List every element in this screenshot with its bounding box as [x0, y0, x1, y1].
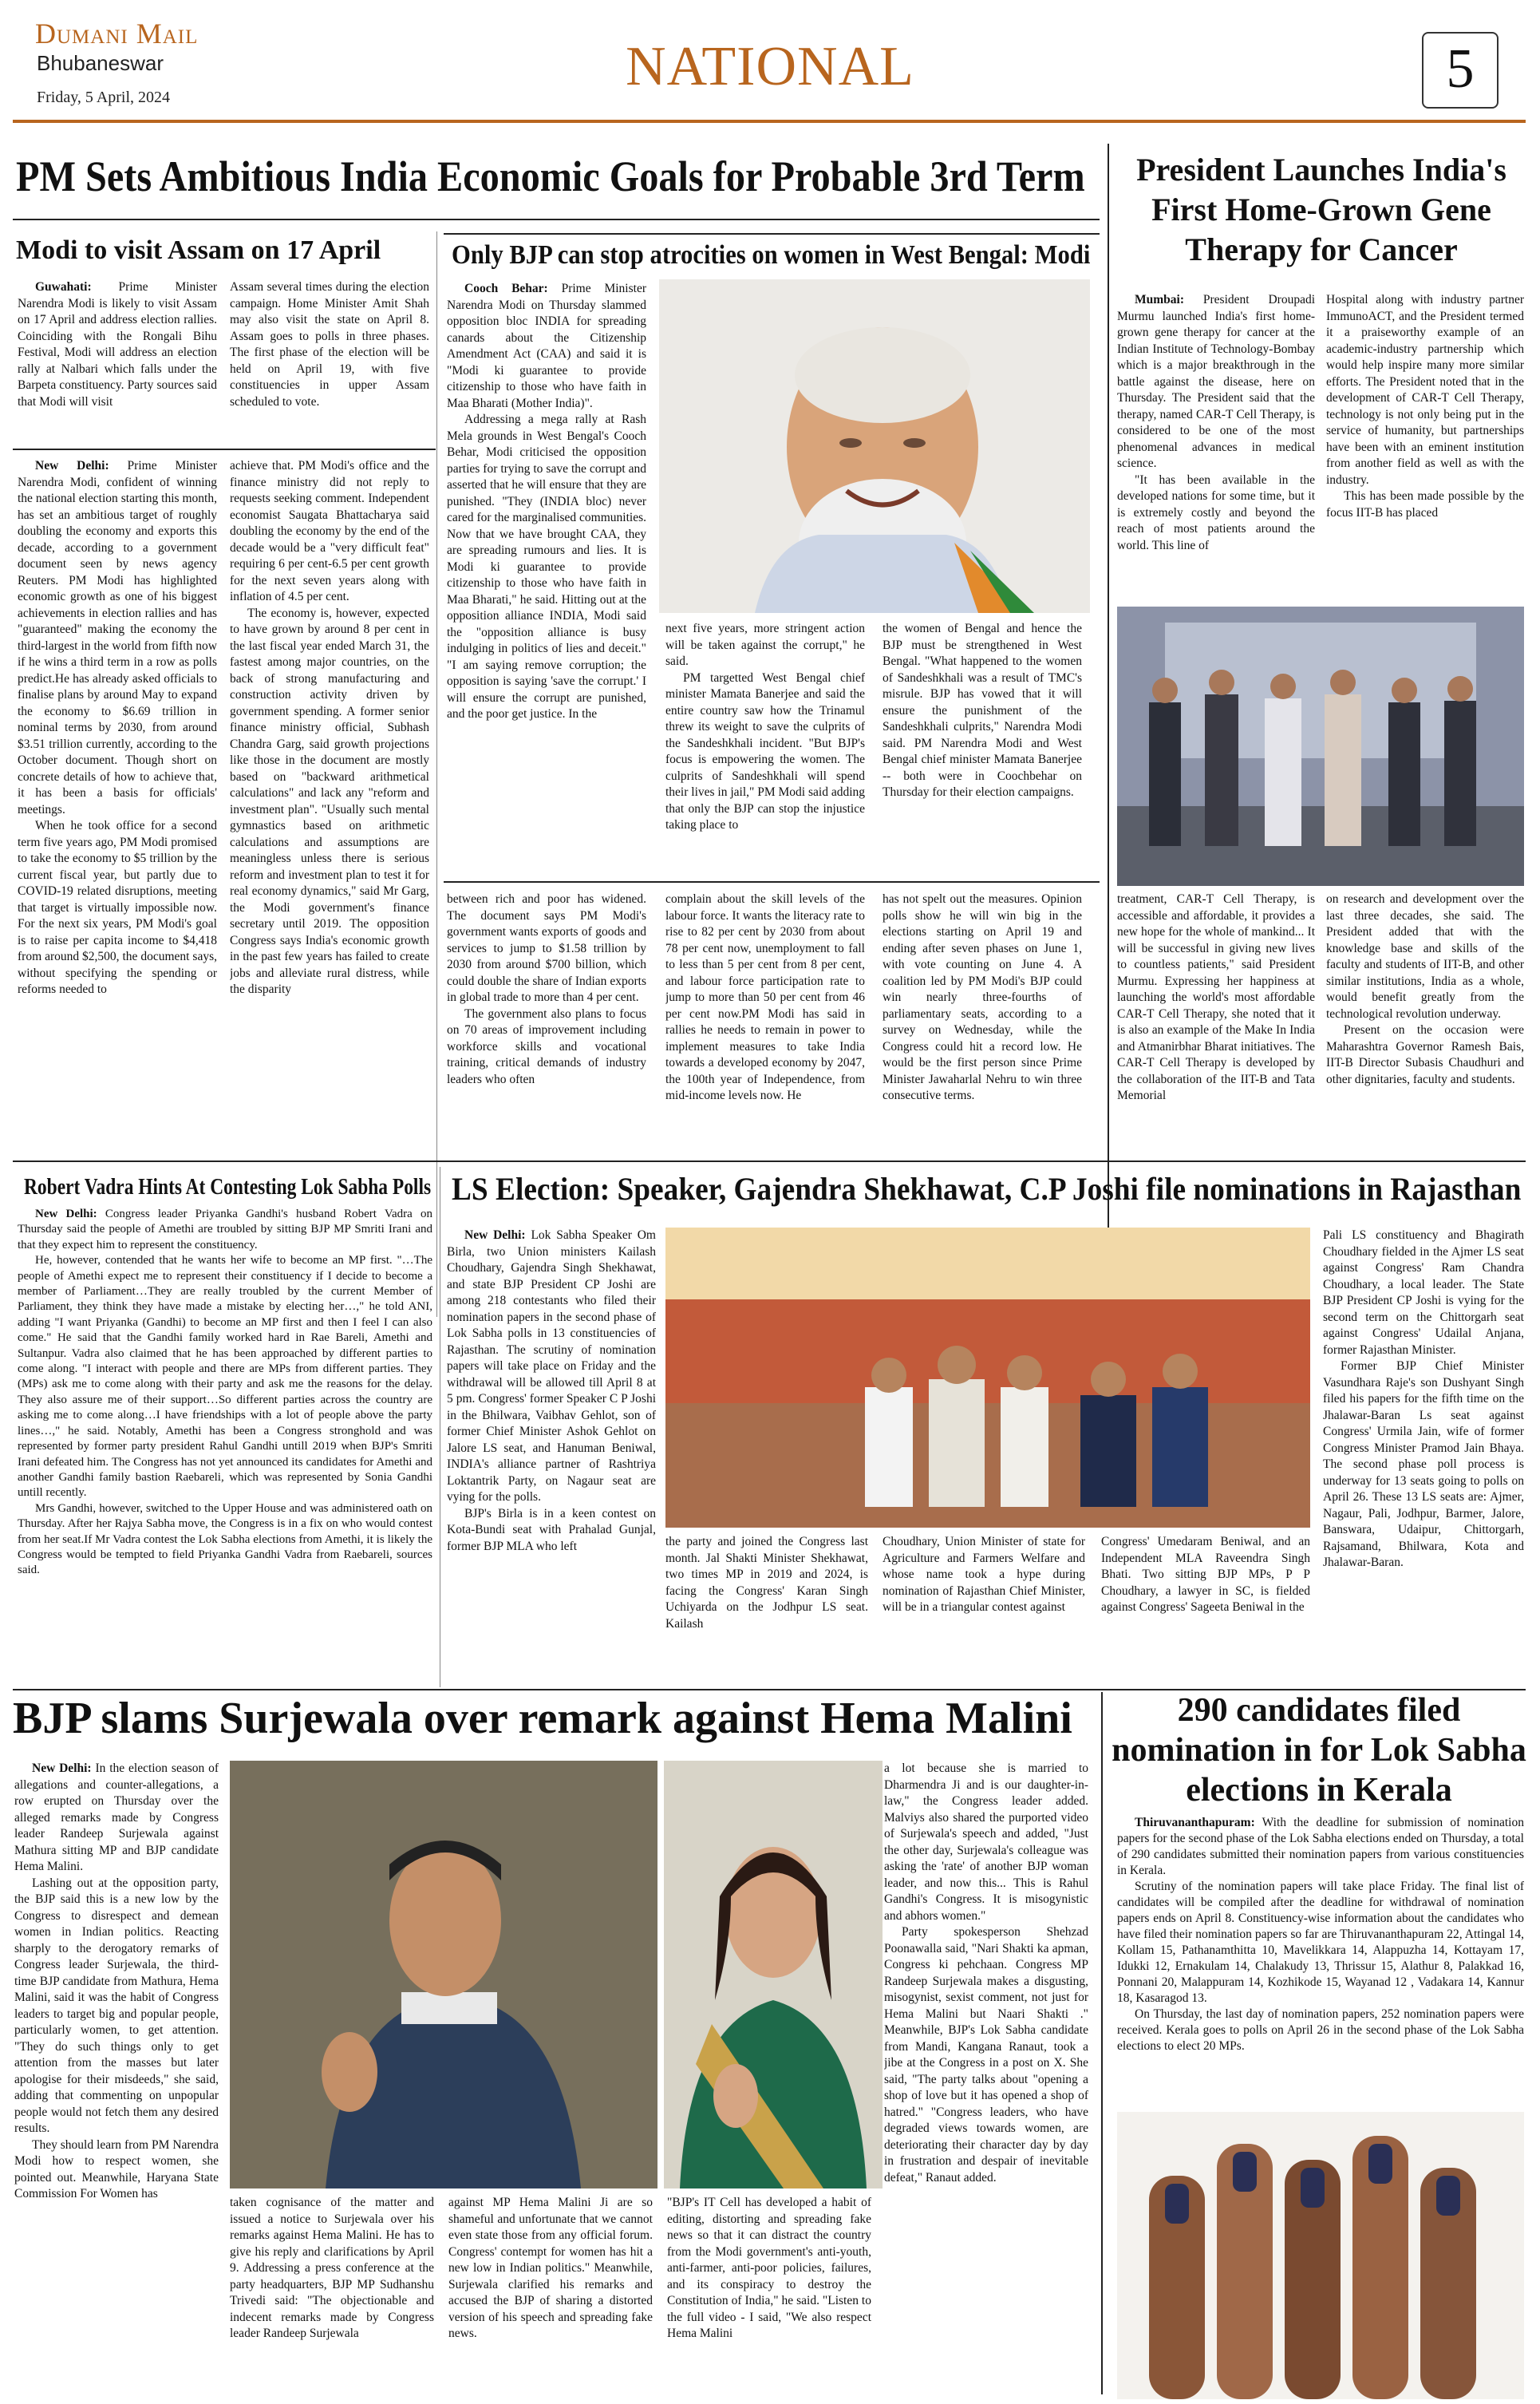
paragraph-text: Lok Sabha Speaker Om Birla, two Union ministers Kailash Choudhary, Gajendra Singh Shekhawat, and state BJP President CP Joshi are among 218 contestants who filed their nomination papers in the second phase of Lok Sabha polls in 13 constituencies of Rajasthan. The scrutiny of nomination papers will take place on Friday and the withdrawal will be allowed till April 8 at 5 pm. Congress' former Speaker C P Joshi in the Bhilwara, Vaibhav Gehlot, son of former Chief Minister Ashok Gehlot on Jalore LS seat, and Hanuman Beniwal, INDIA's alliance partner of Rashtriya Loktantrik Party, on Nagaur seat are vying for the polls.: [447, 1228, 656, 1504]
kerala-headline: 290 candidates filed nomination in for Lok Sabha elections in Kerala: [1112, 1692, 1526, 1809]
rajasthan-col1: [447, 1228, 656, 1684]
paragraph: [665, 892, 865, 1105]
paragraph: [18, 1207, 432, 1253]
paragraph: [1117, 1879, 1524, 2007]
paragraph-text: Lashing out at the opposition party, the BJP said this is a new low by the Congress to disrespect and demean women in Indian politics. Reacting sharply to the derogatory remarks of Congress leader Surjewala, the third-time BJP candidate from Mathura, Hema Malini, said it was the habit of Congress leaders to target big and popular people, particularly women, to get attention. "They do such things only to get attention from the masses but later apologise for their misdeeds," she said, adding that commenting on unpopular people would not fetch them any desired results.: [14, 1876, 219, 2135]
paragraph-text: Mrs Gandhi, however, switched to the Upper House and was administered oath on Thursday. After her Rajya Sabha move, the Congress is in a fix on who would contest from her seat.If Mr Vadra contest the Lok Sabha elections from Amethi, it is likely the Congress would be tempted to field Priyanka Gandhi Vadra from Raebareli, sources said.: [18, 1501, 432, 1577]
hema-col2: [230, 2195, 434, 2399]
paragraph-text: Prime Minister Narendra Modi is likely to visit Assam on 17 April and address election rallies. Coinciding with the Rongali Bihu Festival, Modi will address an election rally at Nalbari which falls under the Barpeta constituency. Party sources said that Modi will visit: [18, 280, 217, 409]
dateline: Cooch Behar:: [464, 282, 548, 295]
dateline: New Delhi:: [32, 1761, 92, 1775]
paragraph-text: between rich and poor has widened. The document says PM Modi's government wants exports of goods and services to jump to $1.58 trillion by 2030 from around $700 billion, which could double the share of Indian exports in global trade to more than 4 per cent.: [447, 892, 646, 1004]
vadra-headline: Robert Vadra Hints At Contesting Lok Sabha Polls: [24, 1175, 432, 1200]
paragraph: [883, 892, 1082, 1105]
lead-headline: PM Sets Ambitious India Economic Goals for Probable 3rd Term: [16, 152, 1085, 200]
paragraph-text: the party and joined the Congress last month. Jal Shakti Minister Shekhawat, two times MP in 2019 and 2024, is facing the Congress' Karan Singh Uchiyarda on the Jodhpur LS seat. Kailash: [665, 1535, 868, 1631]
hema-col1: [14, 1761, 219, 2399]
paragraph: [667, 2195, 871, 2343]
paragraph: [18, 1501, 432, 1579]
mid-rule: [13, 1160, 1526, 1162]
paragraph-text: "It has been available in the developed nations for some time, but it is extremely costly and beyond the reach of most patients around the world. This line of: [1117, 472, 1315, 552]
kerala-vrule: [1101, 1692, 1103, 2394]
paragraph: [230, 458, 429, 606]
paragraph-text: PM targetted West Bengal chief minister Mamata Banerjee and said the entire country saw how the Trinamul threw its weight to save the culprits of the Sandeshkhali incident. "But BJP's focus is empowering the women. The culprits of Sandeshkhali will spend their lives in jail," PM Modi said adding that only the BJP can stop the injustice taking place to: [665, 670, 865, 832]
dateline: Mumbai:: [1135, 293, 1184, 306]
paragraph-text: Pali LS constituency and Bhagirath Choudhary fielded in the Ajmer LS seat against Congress' Ram Chandra Choudhary, a local leader. The State BJP President CP Joshi is vying for the second term on the Chittorgarh seat against Congress' Udailal Anjana, former Rajasthan Minister.: [1323, 1228, 1524, 1357]
issue-date: Friday, 5 April, 2024: [37, 89, 171, 106]
dateline: Thiruvananthapuram:: [1135, 1816, 1255, 1829]
paper-name: Dumani Mail: [35, 18, 199, 49]
president-photo: [1117, 607, 1524, 886]
paragraph: [447, 892, 646, 1006]
assam-headline: Modi to visit Assam on 17 April: [16, 235, 381, 265]
paragraph-text: Congress' Umedaram Beniwal, and an Independent MLA Raveendra Singh Bhati. Two sitting BJP MPs, P P Choudhary, a lawyer in SC, is fielded against Congress' Sageeta Beniwal in the: [1101, 1535, 1310, 1614]
paragraph: [18, 458, 217, 818]
paragraph-text: They should learn from PM Narendra Modi how to respect women, she pointed out. Meanwhile, Haryana State Commission For Women has: [14, 2137, 219, 2200]
rajasthan-headline: LS Election: Speaker, Gajendra Shekhawat, C.P Joshi file nominations in Rajasthan: [452, 1171, 1522, 1207]
lead-vrule: [436, 231, 437, 1317]
paragraph-text: When he took office for a second term five years ago, PM Modi promised to take the economy to $5 trillion by the current fiscal year, but partly due to COVID-19 related disruptions, meeting that target is virtually impossible now. For the next six years, PM Modi's goal is to raise per capita income to $4,418 from around $2,500, the document says, without specifying the spending or reforms needed to: [18, 819, 217, 996]
paragraph-text: The economy is, however, expected to have grown by around 8 per cent in the last fiscal year ended March 31, the fastest among major countries, on the back of strong manufacturing and construction activity driven by government spending. A former senior finance ministry official, Subhash Chandra Garg, said growth projections like those in the document are mostly based on "backward arithmetical calculations" and lack any "reform and investment plan". "Usually such mental gymnastics based on arithmetic calculations and assumptions are meaningless unless there is serious reform and investment plan to test it for real economy dynamics," said Mr Garg, the Modi government's finance secretary until 2019. The opposition Congress says India's economic growth in the past few years has failed to create jobs and alleviate rural distress, while the disparity: [230, 606, 429, 996]
paragraph-text: Prime Minister Narendra Modi on Thursday slammed opposition bloc INDIA for spreading canards about the Citizenship Amendment Act (CAA) and said it is "Modi ki guarantee to provide citizenship to those who have faith in Maa Bharati (Mother India)".: [447, 282, 646, 410]
page-number: 5: [1446, 38, 1475, 100]
assam-col1: [18, 279, 217, 444]
paragraph: [447, 1228, 656, 1506]
assam-rule: [13, 449, 436, 450]
paragraph: [448, 2195, 653, 2343]
section-title: NATIONAL: [626, 36, 914, 97]
dateline: New Delhi:: [35, 459, 109, 472]
paragraph-text: has not spelt out the measures. Opinion polls show he will win big in the elections starting on April 19 and ending after seven phases on June 1, with vote counting on June 4. A coalition led by PM Modi's BJP could win nearly three-fourths of parliamentary seats, according to a survey on Wednesday, while the Congress could hit a record low. He would be the first person since Prime Minister Jawaharlal Nehru to win three consecutive terms.: [883, 892, 1082, 1102]
paragraph: [18, 818, 217, 998]
paragraph-text: Prime Minister Narendra Modi, confident of winning the national election starting this month, has set an ambitious target of roughly doubling the economy and exports this decade, according to a government document seen by news agency Reuters. PM Modi has highlighted economic growth as one of his biggest achievements in election rallies and has "guaranteed" making the economy the third-largest in the world from fifth now if he wins a third term in a row as polls predict.He has already asked officials to finalise plans by around May to expand the economy to $6.69 trillion in nominal terms by 2030, from around $3.51 trillion currently, according to the October document. Though short on concrete details of how to achieve that, it has been a basis for officials' meetings.: [18, 459, 217, 816]
rajasthan-col2: [665, 1534, 868, 1684]
hema-col5: [884, 1761, 1088, 2399]
rajasthan-col3: [883, 1534, 1085, 1684]
paragraph: [883, 1534, 1085, 1616]
paragraph-text: In the election season of allegations and counter-allegations, a row erupted on Thursday over the alleged remarks made by Congress leader Randeep Surjewala against Mathura sitting MP and BJP candidate Hema Malini.: [14, 1761, 219, 1873]
hema-malini-photo: [664, 1761, 883, 2189]
modi-photo: [659, 279, 1090, 613]
paragraph: [1117, 292, 1315, 472]
paragraph: [1117, 2007, 1524, 2054]
president-headline: President Launches India's First Home-Grown Gene Therapy for Cancer: [1136, 152, 1506, 267]
paragraph-text: achieve that. PM Modi's office and the finance ministry did not reply to requests seeking comment. Independent economist Saugata Bhattacharya said doubling the economy by the end of the decade would be a "very difficult feat" requiring 6 per cent-6.5 per cent growth for the next seven years along with inflation of 4.5 per cent.: [230, 459, 429, 603]
paragraph-text: complain about the skill levels of the labour force. It wants the literacy rate to rise to 82 per cent by 2030 from about 78 per cent now, unemployment to fall to less than 5 per cent from 8 per cent, and labour force participation rate to jump to more than 50 per cent from 46 per cent now.PM Modi has said in rallies he needs to remain in power to implement measures to take India towards a developed economy by 2047, the 100th year of Independence, from mid-income levels now. He: [665, 892, 865, 1102]
paragraph-text: This has been made possible by the focus IIT-B has placed: [1326, 489, 1524, 520]
hema-headline: BJP slams Surjewala over remark against Hema Malini: [13, 1694, 1072, 1743]
bengal-bottom-rule: [444, 881, 1100, 883]
paragraph: [1326, 488, 1524, 521]
paragraph-text: Assam several times during the election campaign. Home Minister Amit Shah may also visit the state on April 8. Assam goes to polls in three phases. The first phase of the election will be held on April 19, with five constituencies in upper Assam scheduled to vote.: [230, 280, 429, 409]
paragraph-text: on research and development over the last three decades, she said. The President added that with the knowledge base and skills of the faculty and students of IIT-B, and other similar institutions, India as a whole, would benefit greatly from the technological revolution underway.: [1326, 892, 1524, 1021]
bengal-top-rule: [444, 233, 1100, 235]
paragraph: [1117, 1815, 1524, 1879]
paragraph-text: The government also plans to focus on 70 areas of improvement including workforce skills and vocational training, critical demands of industry leaders who often: [447, 1006, 646, 1086]
bengal-headline: Only BJP can stop atrocities on women in West Bengal: Modi: [452, 240, 1091, 270]
paragraph-text: President Droupadi Murmu launched India's first home-grown gene therapy for cancer at the Indian Institute of Technology-Bombay which is a major breakthrough in the battle against the disease, here on Thursday. The President said that the therapy, named CAR-T Cell Therapy, is considered to be one of the most phenomenal advances in medical science.: [1117, 293, 1315, 470]
paragraph: [665, 670, 865, 834]
paragraph-text: Choudhary, Union Minister of state for Agriculture and Farmers Welfare and whose name took a hype during nomination of Rajasthan Chief Minister, will be in a triangular contest against: [883, 1535, 1085, 1614]
rajasthan-col4: [1101, 1534, 1310, 1684]
paragraph: [1323, 1358, 1524, 1572]
lead-headline-rule: [13, 219, 1100, 220]
paragraph-text: the women of Bengal and hence the BJP must be strengthened in West Bengal. "What happened to the women of Sandeshkhali was a result of TMC's misrule. BJP has vowed that it will ensure the punishment of the Sandeshkhali culprits," Narendra Modi said. PM Narendra Modi and West Bengal chief minister Mamata Banerjee -- both were in Coochbehar on Thursday for their election campaigns.: [883, 622, 1082, 799]
voters-fingers-photo: [1117, 2112, 1524, 2399]
paragraph: [447, 281, 646, 412]
paragraph-text: He, however, contended that he wants her wife to become an MP first. "…The people of Amethi expect me to represent their constituency if I decide to become a member of Parliament…They are really troubled by the current Member of Parliament, they think they have made a mistake by electing her…," he told ANI, adding "I want Priyanka (Gandhi) to become an MP first and then I feel I can also come." He said that the Gandhi family worked hard in Rae Bareli, Amethi and Sultanpur. Vadra also claimed that he has been approached by different parties to come along. "I interact with people and there are MPs from different parties. They (MPs) ask me to come along with their party and ask me the reasons for the delay. They also assure me of their support…So different parties across the country are asking me to come along…I have friendships with a lot of people above the party lines…," he said. Notably, Amethi has been a Congress stronghold and was represented by former party president Rahul Gandhi untill 2019 when BJP's Smriti Irani defeated him. The Congress has not yet announced its candidates for Amethi and another Gandhi family bastion Raebareli, which was represented by Sonia Gandhi untill recently.: [18, 1254, 432, 1500]
paragraph-text: against MP Hema Malini Ji are so shameful and unfortunate that we cannot even state those from any official forum. Congress' contempt for women has hit a new low in Indian politics." Meanwhile, Surjewala clarified his remarks and accused the BJP of sharing a distorted version of his speech and spreading fake news.: [448, 2196, 653, 2340]
bengal-col1: [447, 281, 646, 876]
paragraph: [447, 412, 646, 723]
paragraph: [230, 279, 429, 410]
hema-col3: [448, 2195, 653, 2399]
paragraph-text: Scrutiny of the nomination papers will take place Friday. The final list of candidates will be compiled after the deadline for withdrawal of nomination papers ends on April 8. Constituency-wise information about the candidates who have filed their nomination papers so far are Thiruvananthapuram 22, Attingal 14, Kollam 15, Pathanamthitta 10, Mavelikkara 14, Alappuzha 14, Kottayam 17, Idukki 12, Ernakulam 14, Chalakudy 13, Thrissur 15, Alathur 8, Palakkad 16, Ponnani 20, Malappuram 14, Kozhikode 15, Wayanad 12 , Vadakara 14, Kannur 18, Kasaragod 13.: [1117, 1880, 1524, 2005]
vadra-body: [18, 1207, 432, 1686]
paragraph: [665, 621, 865, 670]
paragraph-text: taken cognisance of the matter and issued a notice to Surjewala over his remarks against Hema Malini. He has to give his reply and clarifications by April 9. Addressing a press conference at the party headquarters, BJP MP Sudhanshu Trivedi said: "The objectionable and indecent remarks made by Congress leader Randeep Surjewala: [230, 2196, 434, 2340]
paragraph-text: Former BJP Chief Minister Vasundhara Raje's son Dushyant Singh filed his papers for the fifth time on the Jhalawar-Baran Ls seat against Congress' Urmila Jain, wife of former Congress Minister Pramod Jain Bhaya. The second phase poll process is underway for 13 seats going to polls on April 26. These 13 LS seats are: Ajmer, Nagaur, Pali, Jodhpur, Barmer, Jalore, Banswara, Udaipur, Chittorgarh, Rajsamand, Bhilwara, Kota and Jhalawar-Baran.: [1323, 1359, 1524, 1569]
dateline: New Delhi:: [464, 1228, 526, 1242]
bengal-col3: [883, 621, 1082, 875]
paragraph: [447, 1006, 646, 1089]
dateline: Guwahati:: [35, 280, 92, 294]
paragraph: [230, 606, 429, 998]
paragraph-text: Party spokesperson Shehzad Poonawalla said, "Nari Shakti ka apman, Congress ki pehchaan. Congress MP Randeep Surjewala makes a disgusting, misogynist, sexist comment, not just for Hema Malini but Naari Shakti ." Meanwhile, BJP's Lok Sabha candidate from Mandi, Kangana Ranaut, took a jibe at the Congress in a post on X. She said, "The party talks about "opening a shop of love but it has opened a shop of hatred." "Congress leaders, who have degraded views towards women, are deteriorating their character day by day in frustration and despair of inevitable defeat," Ranaut added.: [884, 1925, 1088, 2185]
paragraph: [884, 1761, 1088, 1924]
paragraph: [1326, 892, 1524, 1022]
rajasthan-photo: [665, 1228, 1310, 1528]
paragraph: [18, 1253, 432, 1501]
surjewala-photo: [230, 1761, 657, 2189]
rajasthan-col5: [1323, 1228, 1524, 1684]
paragraph: [447, 1506, 656, 1556]
masthead-rule: [13, 120, 1526, 123]
paragraph: [1326, 1022, 1524, 1088]
paragraph: [1326, 292, 1524, 488]
paragraph-text: Present on the occasion were Maharashtra Governor Ramesh Bais, IIT-B Director Subasis Chaudhuri and other dignitaries, faculty and students.: [1326, 1023, 1524, 1086]
paragraph: [14, 1761, 219, 1876]
president-vrule: [1108, 144, 1109, 1317]
paragraph-text: next five years, more stringent action will be taken against the corrupt," he said.: [665, 622, 865, 668]
paragraph-text: Addressing a mega rally at Rash Mela grounds in West Bengal's Cooch Behar, Modi criticised the opposition parties for trying to save the corrupt and asserted that he will ensure that they are punished. "They (INDIA bloc) never cared for the marginalised communities. Now that we have brought CAA, they are spreading rumours and lies. It is Modi ki guarantee to provide citizenship to those who have faith in Maa Bharati," he said. Hitting out at the opposition alliance INDIA, Modi said the "opposition alliance is busy indulging in politics of lies and deceit." "I am saying remove corruption; the opposition is saying 'save the corrupt.' I will ensure the corrupt are punished, and the poor get justice. In the: [447, 413, 646, 721]
paragraph: [1117, 892, 1315, 1105]
president-col1: [1117, 292, 1315, 602]
paragraph-text: treatment, CAR-T Cell Therapy, is accessible and affordable, it provides a new hope for the whole of mankind... It will be successful in giving new lives to countless patients," said President Murmu. Expressing her happiness at launching the world's most affordable CAR-T Cell Therapy, she noted that it is also an example of the Make In India and Atmanirbhar Bharat initiatives. The CAR-T Cell Therapy is developed by the collaboration of the IIT-B and Tata Memorial: [1117, 892, 1315, 1102]
paragraph-text: BJP's Birla is in a keen contest on Kota-Bundi seat with Prahalad Gunjal, former BJP MLA who left: [447, 1506, 656, 1553]
paragraph: [1101, 1534, 1310, 1616]
paragraph-text: Congress leader Priyanka Gandhi's husband Robert Vadra on Thursday said the people of Amethi are troubled by sitting BJP MP Smriti Irani and that they expect him to represent the constituency.: [18, 1208, 432, 1251]
paragraph: [230, 2195, 434, 2343]
paragraph-text: With the deadline for submission of nomination papers for the second phase of the Lok Sabha elections ended on Thursday, a total of 290 candidates submitted their nomination papers from various constituencies in Kerala.: [1117, 1816, 1524, 1877]
paragraph: [14, 1876, 219, 2137]
hema-col4: [667, 2195, 871, 2399]
paragraph: [884, 1924, 1088, 2186]
paragraph: [1117, 472, 1315, 555]
paragraph: [14, 2137, 219, 2203]
kerala-body: [1117, 1815, 1524, 2105]
paragraph-text: Hospital along with industry partner ImmunoACT, and the President termed it a praiseworthy example of an academic-industry partnership which would help inspire many more similar efforts. The President noted that in the development of CAR-T Cell Therapy, technology is not only being put in the service of humanity, but partnerships have been with an eminent institution from another field as well as with the industry.: [1326, 293, 1524, 487]
paragraph: [665, 1534, 868, 1632]
bengal-col2: [665, 621, 865, 875]
assam-col2: [230, 279, 429, 444]
paragraph: [1323, 1228, 1524, 1358]
paragraph-text: "BJP's IT Cell has developed a habit of editing, distorting and spreading fake news so that it can distract the country from the Modi government's anti-youth, anti-farmer, anti-poor policies, failures, and its conspiracy to destroy the Constitution of India," he said. "Listen to the full video - I said, "We also respect Hema Malini: [667, 2196, 871, 2340]
president-col2: [1326, 292, 1524, 602]
paragraph: [18, 279, 217, 410]
paragraph: [883, 621, 1082, 801]
paragraph-text: On Thursday, the last day of nomination papers, 252 nomination papers were received. Kerala goes to polls on April 26 in the second phase of the Lok Sabha elections to elect 20 MPs.: [1117, 2007, 1524, 2053]
dateline: New Delhi:: [35, 1208, 97, 1220]
paragraph-text: a lot because she is married to Dharmendra Ji and is our daughter-in-law," the Congress leader added. Malviys also shared the purported video of Surjewala's speech and added, "Just the other day, Surjewala's colleague was asking the 'rate' of another BJP woman leader, and now this... This is Rahul Gandhi's Congress. It is misogynistic and abhors women.": [884, 1761, 1088, 1923]
city: Bhubaneswar: [37, 51, 164, 75]
